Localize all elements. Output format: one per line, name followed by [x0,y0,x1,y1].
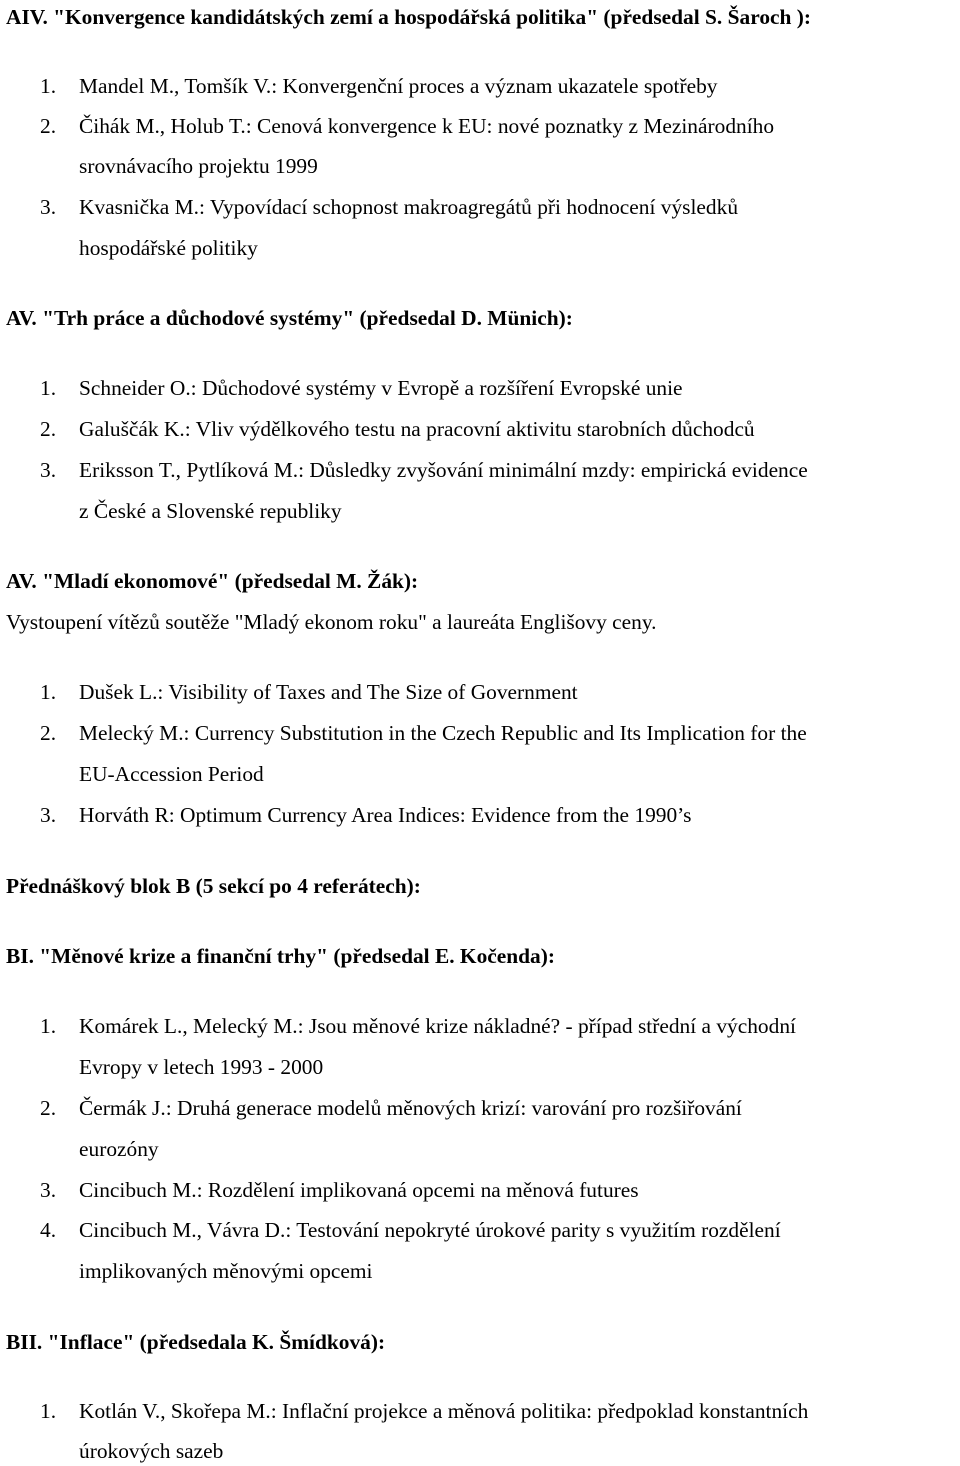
item-text: Evropy v letech 1993 - 2000 [79,1055,324,1079]
item-text: úrokových sazeb [79,1439,224,1463]
item-number: 1. [40,74,57,98]
item-number: 3. [40,803,57,827]
section-heading: AV. "Mladí ekonomové" (předsedal M. Žák): [6,569,419,593]
item-number: 2. [40,721,57,745]
item-number: 1. [40,376,57,400]
item-text: Galuščák K.: Vliv výdělkového testu na pracovní aktivitu starobních důchodců [79,417,755,441]
item-number: 3. [40,458,57,482]
item-text: hospodářské politiky [79,236,258,260]
section-heading: BI. "Měnové krize a finanční trhy" (předsedal E. Kočenda): [6,944,555,968]
item-number: 3. [40,195,57,219]
item-number: 2. [40,114,57,138]
item-text: Eriksson T., Pytlíková M.: Důsledky zvyšování minimální mzdy: empirická evidence [79,458,808,482]
section-heading: BII. "Inflace" (předsedala K. Šmídková): [6,1330,386,1354]
item-number: 1. [40,1014,57,1038]
item-text: srovnávacího projektu 1999 [79,154,318,178]
item-text: EU-Accession Period [79,762,264,786]
item-text: Kotlán V., Skořepa M.: Inflační projekce a měnová politika: předpoklad konstantních [79,1399,809,1423]
item-number: 2. [40,417,57,441]
item-text: Mandel M., Tomšík V.: Konvergenční proces a význam ukazatele spotřeby [79,74,718,98]
item-text: Kvasnička M.: Vypovídací schopnost makroagregátů při hodnocení výsledků [79,195,739,219]
item-number: 4. [40,1218,57,1242]
item-text: z České a Slovenské republiky [79,499,342,523]
item-number: 1. [40,680,57,704]
item-text: Schneider O.: Důchodové systémy v Evropě a rozšíření Evropské unie [79,376,683,400]
item-text: implikovaných měnovými opcemi [79,1259,373,1283]
item-text: Cincibuch M.: Rozdělení implikovaná opcemi na měnová futures [79,1178,639,1202]
section-heading: AV. "Trh práce a důchodové systémy" (předsedal D. Münich): [6,306,573,330]
item-text: eurozóny [79,1137,159,1161]
item-number: 3. [40,1178,57,1202]
item-text: Horváth R: Optimum Currency Area Indices: Evidence from the 1990’s [79,803,692,827]
item-number: 2. [40,1096,57,1120]
block-heading: Přednáškový blok B (5 sekcí po 4 referátech): [6,874,421,898]
item-text: Čermák J.: Druhá generace modelů měnových krizí: varování pro rozšiřování [79,1096,742,1120]
item-text: Melecký M.: Currency Substitution in the Czech Republic and Its Implication for the [79,721,807,745]
item-number: 1. [40,1399,57,1423]
item-text: Čihák M., Holub T.: Cenová konvergence k EU: nové poznatky z Mezinárodního [79,114,775,138]
item-text: Dušek L.: Visibility of Taxes and The Size of Government [79,680,578,704]
item-text: Komárek L., Melecký M.: Jsou měnové krize nákladné? - případ střední a východní [79,1014,796,1038]
item-text: Cincibuch M., Vávra D.: Testování nepokryté úrokové parity s využitím rozdělení [79,1218,781,1242]
section-heading: AIV. "Konvergence kandidátských zemí a hospodářská politika" (předsedal S. Šaroch ): [6,5,811,29]
section-intro: Vystoupení vítězů soutěže "Mladý ekonom roku" a laureáta Englišovy ceny. [6,610,657,634]
